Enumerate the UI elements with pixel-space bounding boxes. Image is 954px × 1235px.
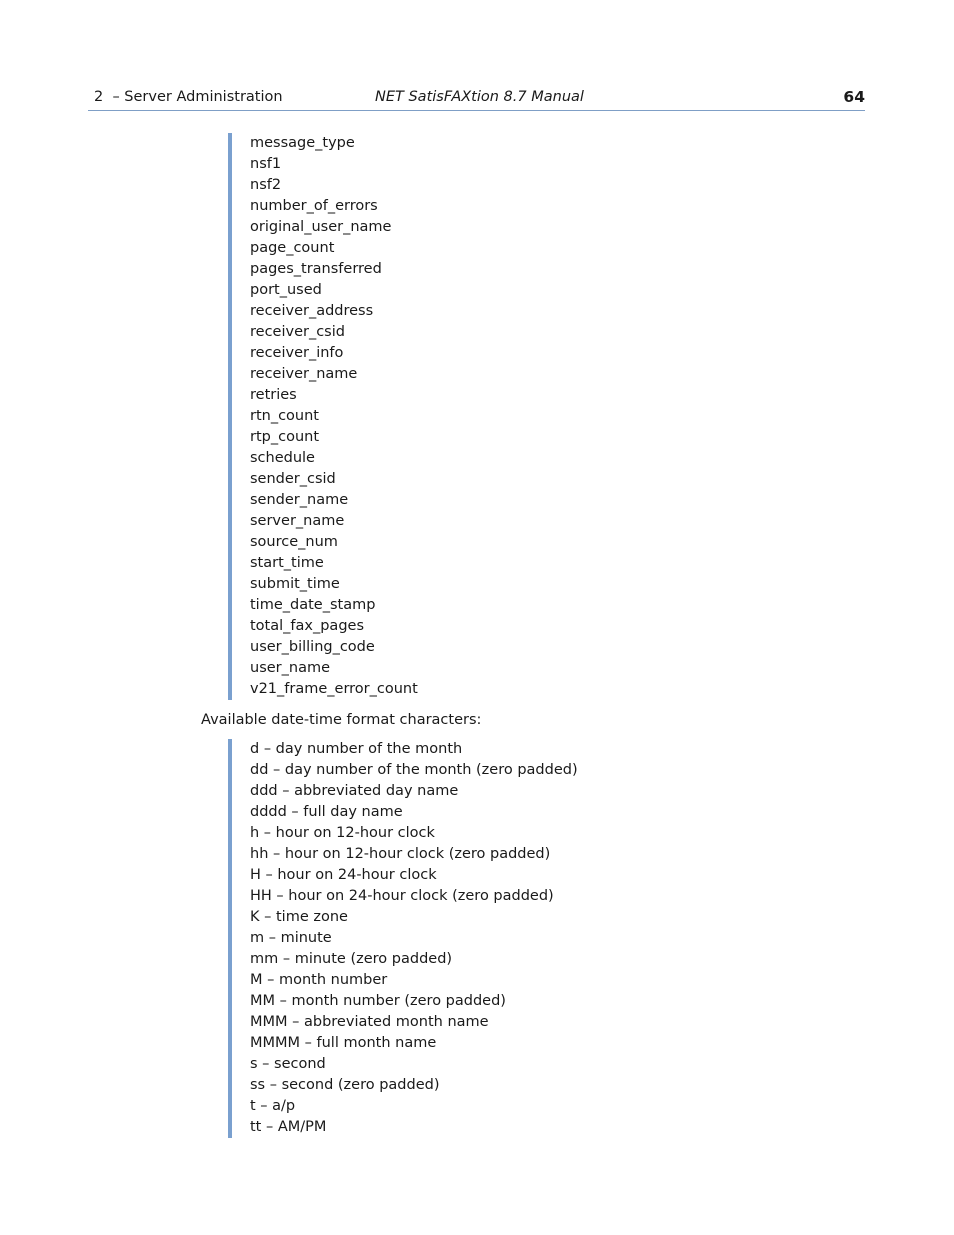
field-name-item: server_name [250,513,345,529]
manual-title: NET SatisFAXtion 8.7 Manual [375,89,584,105]
format-character-item: MMM – abbreviated month name [250,1014,489,1030]
format-character-item: K – time zone [250,909,348,925]
format-list-block [228,739,578,1138]
field-name-item: total_fax_pages [250,618,364,634]
format-character-item: H – hour on 24-hour clock [250,867,437,883]
format-character-item: dddd – full day name [250,804,403,820]
field-name-item: rtp_count [250,429,320,445]
field-name-item: user_name [250,660,330,676]
format-character-item: ss – second (zero padded) [250,1077,440,1093]
field-name-item: start_time [250,555,324,571]
field-list-block [228,133,418,700]
format-character-item: dd – day number of the month (zero padded) [250,762,578,778]
field-name-item: v21_frame_error_count [250,681,418,697]
field-name-item: sender_name [250,492,349,508]
field-name-item: receiver_address [250,303,374,319]
field-name-item: page_count [250,240,335,256]
field-name-item: receiver_info [250,345,344,361]
field-name-item: receiver_csid [250,324,345,340]
format-character-item: t – a/p [250,1098,296,1114]
page-header [88,88,865,111]
field-name-item: port_used [250,282,322,298]
field-name-item: nsf2 [250,177,282,193]
field-name-item: original_user_name [250,219,392,235]
field-name-item: number_of_errors [250,198,378,214]
field-name-item: message_type [250,135,355,151]
format-character-item: MM – month number (zero padded) [250,993,506,1009]
field-name-item: submit_time [250,576,340,592]
chapter-title: 2 – Server Administration [94,89,283,105]
format-character-item: h – hour on 12-hour clock [250,825,435,841]
field-name-item: user_billing_code [250,639,375,655]
field-name-item: receiver_name [250,366,358,382]
format-character-item: hh – hour on 12-hour clock (zero padded) [250,846,551,862]
field-name-item: retries [250,387,297,403]
field-name-item: rtn_count [250,408,319,424]
format-character-item: MMMM – full month name [250,1035,437,1051]
formats-intro: Available date-time format characters: [201,712,482,728]
field-name-item: pages_transferred [250,261,382,277]
format-character-item: tt – AM/PM [250,1119,327,1135]
field-name-item: time_date_stamp [250,597,376,613]
format-character-item: M – month number [250,972,388,988]
format-character-item: HH – hour on 24-hour clock (zero padded) [250,888,554,904]
page-number: 64 [843,88,865,106]
format-character-item: ddd – abbreviated day name [250,783,459,799]
field-name-item: schedule [250,450,315,466]
field-name-item: nsf1 [250,156,282,172]
format-character-item: m – minute [250,930,332,946]
format-character-item: s – second [250,1056,326,1072]
format-character-item: mm – minute (zero padded) [250,951,453,967]
field-name-item: source_num [250,534,338,550]
field-name-item: sender_csid [250,471,336,487]
format-character-item: d – day number of the month [250,741,463,757]
